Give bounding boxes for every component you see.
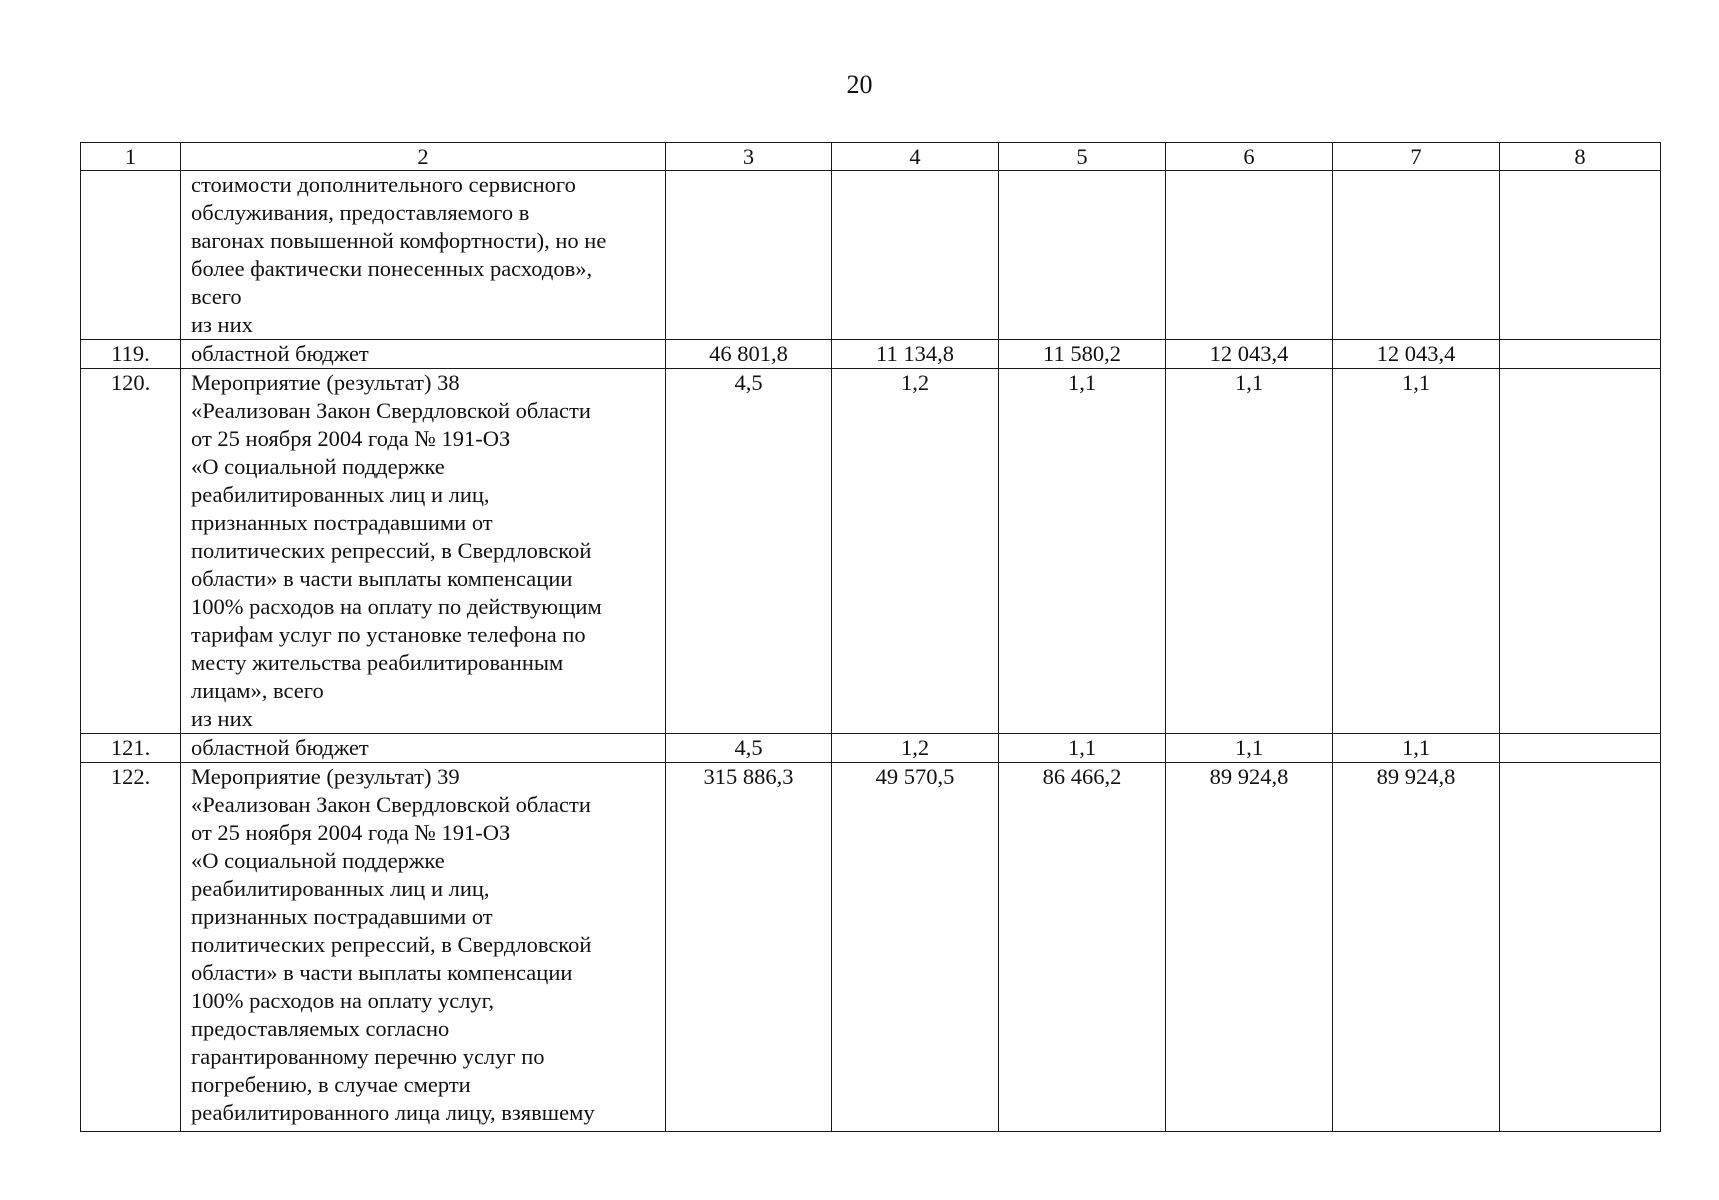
description-line: областной бюджет	[191, 735, 369, 760]
header-row	[81, 143, 1661, 171]
value-cell-col-8	[1500, 340, 1661, 369]
row-number: 121.	[81, 734, 181, 763]
value-cell-col-7: 89 924,8	[1333, 763, 1500, 1132]
value-cell-col-7: 1,1	[1333, 734, 1500, 763]
description-line: предоставляемых согласно	[191, 1016, 450, 1041]
value-cell-col-8	[1500, 763, 1661, 1132]
description-line: обслуживания, предоставляемого в	[191, 200, 530, 225]
value-cell-col-3: 4,5	[666, 369, 832, 734]
description-line: более фактически понесенных расходов»,	[191, 256, 593, 281]
value-cell-col-4: 49 570,5	[832, 763, 999, 1132]
description-line: из них	[191, 312, 253, 337]
row-description	[181, 763, 666, 1132]
value-cell-col-8	[1500, 369, 1661, 734]
value-cell-col-3: 315 886,3	[666, 763, 832, 1132]
table-row	[81, 734, 1661, 763]
description-line: от 25 ноября 2004 года № 191-ОЗ	[191, 426, 511, 451]
value-cell-col-5: 1,1	[999, 734, 1166, 763]
header-cell: 7	[1333, 143, 1500, 171]
description-line: признанных пострадавшими от	[191, 510, 493, 535]
row-number: 122.	[81, 763, 181, 1132]
description-line: «Реализован Закон Свердловской области	[191, 398, 591, 423]
value-cell-col-5	[999, 171, 1166, 340]
description-line: политических репрессий, в Свердловской	[191, 538, 592, 563]
description-line: области» в части выплаты компенсации	[191, 566, 573, 591]
budget-table	[80, 142, 1661, 1132]
description-line: месту жительства реабилитированным	[191, 650, 564, 675]
value-cell-col-7	[1333, 171, 1500, 340]
header-cell: 5	[999, 143, 1166, 171]
description-line: стоимости дополнительного сервисного	[191, 172, 576, 197]
value-cell-col-8	[1500, 171, 1661, 340]
table-row	[81, 340, 1661, 369]
description-line: от 25 ноября 2004 года № 191-ОЗ	[191, 820, 511, 845]
description-line: погребению, в случае смерти	[191, 1072, 471, 1097]
header-cell: 3	[666, 143, 832, 171]
value-cell-col-4: 1,2	[832, 369, 999, 734]
description-line: областной бюджет	[191, 341, 369, 366]
value-cell-col-6: 12 043,4	[1166, 340, 1333, 369]
table-body	[81, 143, 1661, 1132]
description-line: гарантированному перечню услуг по	[191, 1044, 545, 1069]
description-line: политических репрессий, в Свердловской	[191, 932, 592, 957]
description-line: 100% расходов на оплату услуг,	[191, 988, 495, 1013]
description-line: реабилитированного лица лицу, взявшему	[191, 1100, 595, 1125]
row-description	[181, 171, 666, 340]
value-cell-col-3: 46 801,8	[666, 340, 832, 369]
value-cell-col-8	[1500, 734, 1661, 763]
row-number	[81, 171, 181, 340]
page-number: 20	[846, 70, 873, 99]
value-cell-col-4: 11 134,8	[832, 340, 999, 369]
header-cell: 8	[1500, 143, 1661, 171]
header-cell: 1	[81, 143, 181, 171]
description-line: всего	[191, 284, 242, 309]
row-number: 120.	[81, 369, 181, 734]
value-cell-col-6: 89 924,8	[1166, 763, 1333, 1132]
description-line: области» в части выплаты компенсации	[191, 960, 573, 985]
table-row	[81, 763, 1661, 1132]
description-line: признанных пострадавшими от	[191, 904, 493, 929]
value-cell-col-5: 86 466,2	[999, 763, 1166, 1132]
description-line: из них	[191, 706, 253, 731]
value-cell-col-7: 12 043,4	[1333, 340, 1500, 369]
value-cell-col-5: 11 580,2	[999, 340, 1166, 369]
row-description	[181, 340, 666, 369]
description-line: реабилитированных лиц и лиц,	[191, 482, 490, 507]
value-cell-col-5: 1,1	[999, 369, 1166, 734]
value-cell-col-3: 4,5	[666, 734, 832, 763]
description-line: Мероприятие (результат) 38	[191, 370, 460, 395]
description-line: 100% расходов на оплату по действующим	[191, 594, 602, 619]
description-line: Мероприятие (результат) 39	[191, 764, 460, 789]
description-line: реабилитированных лиц и лиц,	[191, 876, 490, 901]
header-cell: 4	[832, 143, 999, 171]
table-row	[81, 171, 1661, 340]
row-description	[181, 369, 666, 734]
table-row	[81, 369, 1661, 734]
row-description	[181, 734, 666, 763]
header-cell: 2	[181, 143, 666, 171]
description-line: лицам», всего	[191, 678, 324, 703]
value-cell-col-6: 1,1	[1166, 369, 1333, 734]
description-line: «О социальной поддержке	[191, 454, 445, 479]
description-line: «О социальной поддержке	[191, 848, 445, 873]
value-cell-col-4: 1,2	[832, 734, 999, 763]
value-cell-col-3	[666, 171, 832, 340]
value-cell-col-6: 1,1	[1166, 734, 1333, 763]
description-line: вагонах повышенной комфортности), но не	[191, 228, 607, 253]
value-cell-col-4	[832, 171, 999, 340]
header-cell: 6	[1166, 143, 1333, 171]
value-cell-col-7: 1,1	[1333, 369, 1500, 734]
description-line: «Реализован Закон Свердловской области	[191, 792, 591, 817]
description-line: тарифам услуг по установке телефона по	[191, 622, 586, 647]
value-cell-col-6	[1166, 171, 1333, 340]
row-number: 119.	[81, 340, 181, 369]
